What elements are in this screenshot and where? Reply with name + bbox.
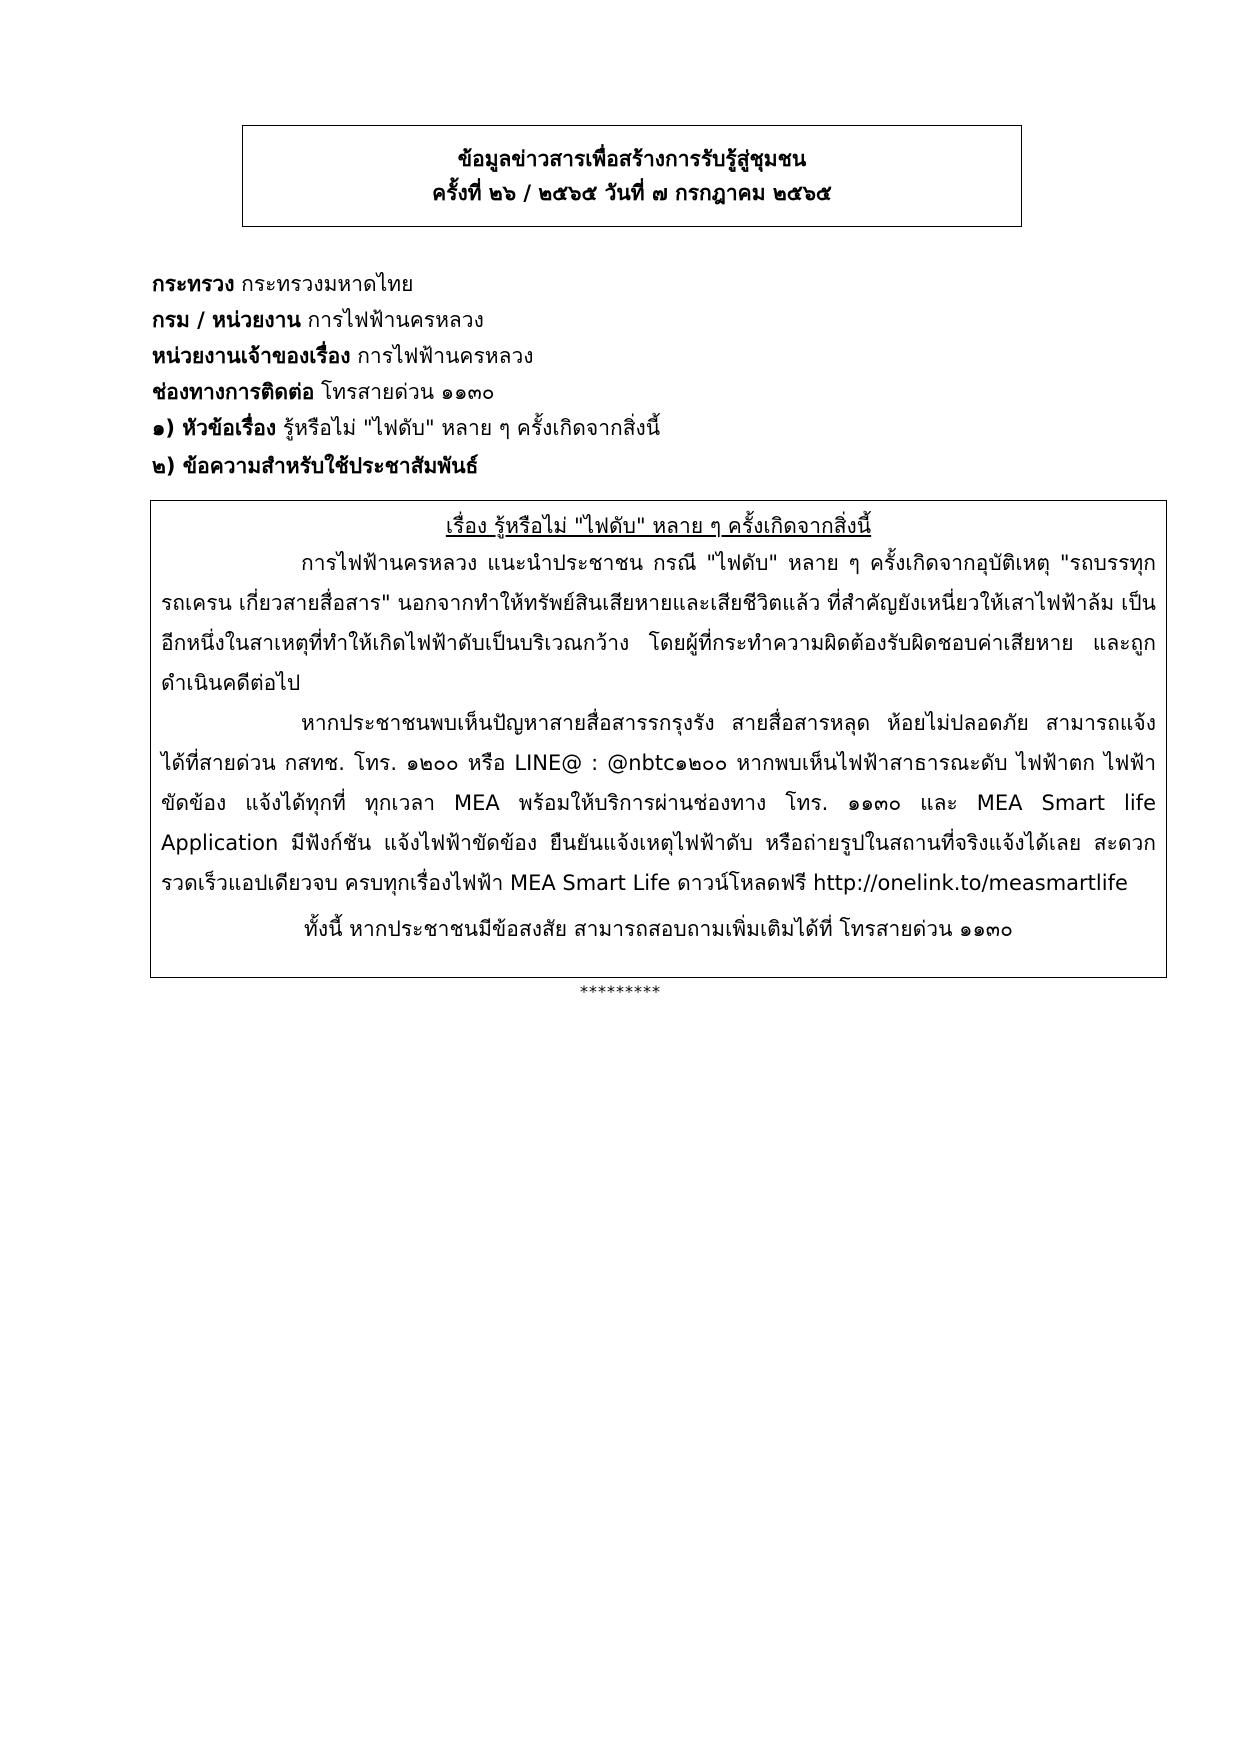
meta-message-heading [152, 448, 1152, 484]
meta-ministry [152, 266, 1152, 302]
message-paragraph-1: การไฟฟ้านครหลวง แนะนำประชาชน กรณี "ไฟดับ" หลาย ๆ ครั้งเกิดจากอุบัติเหตุ "รถบรรทุก รถเครน เกี่ยวสายสื่อสาร" นอกจากทำให้ทรัพย์สินเสียหายและเสียชีวิตแล้ว ที่สำคัญยังเหนี่ยวให้เสาไฟฟ้าล้ม เป็นอีกหนึ่งในสาเหตุที่ทำให้เกิดไฟฟ้าดับเป็นบริเวณกว้าง โดยผู้ที่กระทำความผิดต้องรับผิดชอบค่าเสียหาย และถูกดำเนินคดีต่อไป [161, 551, 1156, 695]
document-meta [152, 266, 1152, 484]
message-paragraph-2: หากประชาชนพบเห็นปัญหาสายสื่อสารรกรุงรัง สายสื่อสารหลุด ห้อยไม่ปลอดภัย สามารถแจ้ง ได้ที่สายด่วน กสทช. โทร. ๑๒๐๐ หรือ LINE@ : @nbtc๑๒๐๐ หากพบเห็นไฟฟ้าสาธารณะดับ ไฟฟ้าตก ไฟฟ้าขัดข้อง แจ้งได้ทุกที่ ทุกเวลา MEA พร้อมให้บริการผ่านช่องทาง โทร. ๑๑๓๐ และ MEA Smart life Application มีฟังก์ชัน แจ้งไฟฟ้าขัดข้อง ยืนยันแจ้งเหตุไฟฟ้าดับ หรือถ่ายรูปในสถานที่จริงแจ้งได้เลย สะดวก รวดเร็วแอปเดียวจบ ครบทุกเรื่องไฟฟ้า MEA Smart Life ดาวน์โหลดฟรี http://onelink.to/measmartlife [161, 711, 1156, 895]
end-marker: ********* [580, 982, 661, 1001]
meta-department [152, 302, 1152, 338]
message-box [150, 500, 1167, 978]
document-title: ข้อมูลข่าวสารเพื่อสร้างการรับรู้สู่ชุมชน [457, 147, 807, 171]
document-issue-date: ครั้งที่ ๒๖ / ๒๕๖๕ วันที่ ๗ กรกฎาคม ๒๕๖๕ [432, 181, 832, 205]
department-value: การไฟฟ้านครหลวง [307, 308, 484, 332]
ministry-value: กระทรวงมหาดไทย [241, 272, 414, 296]
message-closing: ทั้งนี้ หากประชาชนมีข้อสงสัย สามารถสอบถามเพิ่มเติมได้ที่ โทรสายด่วน ๑๑๓๐ [304, 917, 1013, 941]
owner-label: หน่วยงานเจ้าของเรื่อง [152, 344, 351, 368]
meta-contact [152, 374, 1152, 410]
subject-label: ๑) หัวข้อเรื่อง [152, 416, 277, 440]
department-label: กรม / หน่วยงาน [152, 308, 301, 332]
contact-value: โทรสายด่วน ๑๑๓๐ [321, 380, 495, 404]
meta-subject [152, 410, 1152, 446]
subject-value: รู้หรือไม่ "ไฟดับ" หลาย ๆ ครั้งเกิดจากสิ่งนี้ [282, 416, 661, 440]
meta-owner [152, 338, 1152, 374]
owner-value: การไฟฟ้านครหลวง [357, 344, 534, 368]
message-label: ๒) ข้อความสำหรับใช้ประชาสัมพันธ์ [152, 454, 479, 478]
document-title-box [242, 125, 1022, 227]
message-title: เรื่อง รู้หรือไม่ "ไฟดับ" หลาย ๆ ครั้งเกิดจากสิ่งนี้ [445, 514, 872, 538]
contact-label: ช่องทางการติดต่อ [152, 380, 315, 404]
ministry-label: กระทรวง [152, 272, 235, 296]
